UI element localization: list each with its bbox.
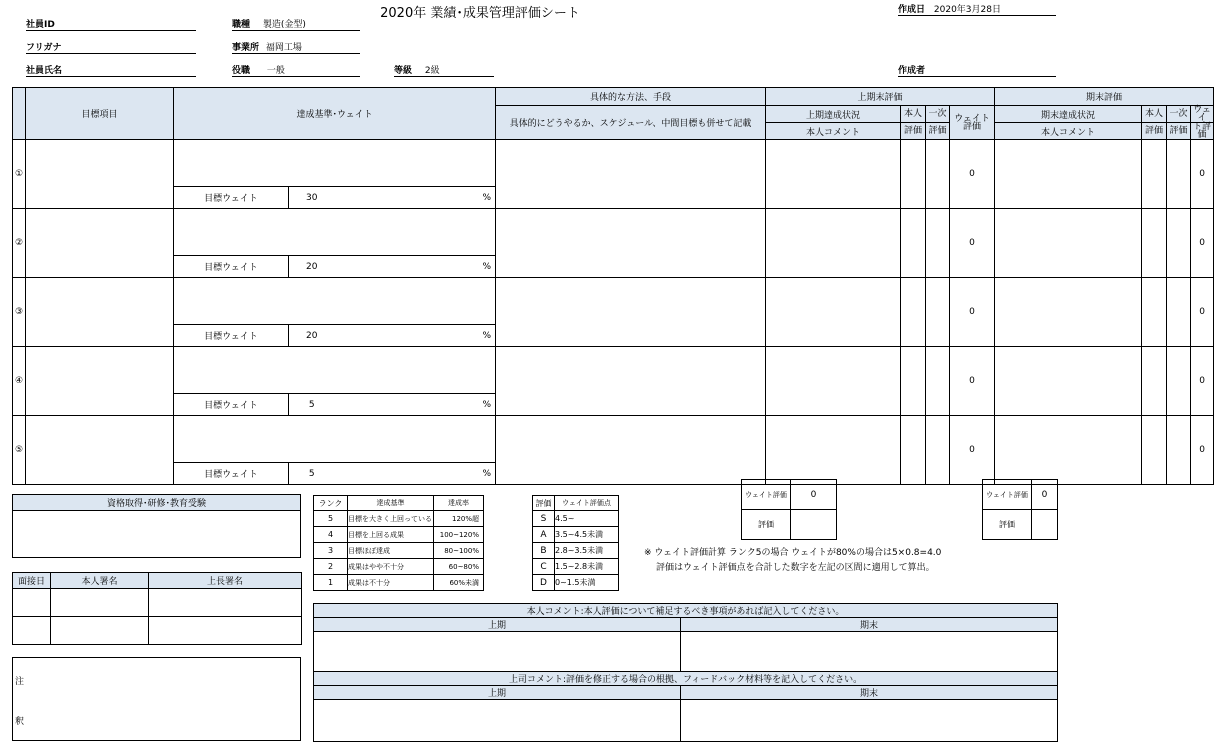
first-total-label: ウェイト評価 [742,480,791,510]
final-eval-value[interactable] [1032,510,1058,540]
qualification-cell[interactable] [13,511,301,558]
first-total-value: 0 [791,480,837,510]
first-self-eval-header: 評価 [901,123,926,140]
final-self-eval-cell[interactable] [1142,140,1167,209]
first-comment-cell[interactable] [766,209,901,278]
final-comment-cell[interactable] [995,347,1142,416]
final-comment-cell[interactable] [995,278,1142,347]
final-comment-cell[interactable] [995,416,1142,485]
employee-id-label: 社員ID [26,20,55,30]
weight-value[interactable]: 5 [289,463,335,485]
final-weight-score: 0 [1191,278,1214,347]
first-weight-score: 0 [950,209,995,278]
criteria-cell[interactable] [174,347,496,394]
rank-rate-header: 達成率 [434,496,484,511]
weight-value[interactable]: 20 [289,325,335,347]
final-weight-score: 0 [1191,347,1214,416]
page-title: 2020年 業績･成果管理評価シート [380,6,580,21]
boss-comment-first-cell[interactable] [314,700,681,742]
final-total-table [982,479,1058,540]
first-eval-label: 評価 [742,510,791,540]
remarks-box[interactable] [12,657,301,741]
first-self-eval-cell[interactable] [901,278,926,347]
rank-header: ランク [314,496,348,511]
boss-comment-first-header: 上期 [314,686,681,700]
weight-label: 目標ウェイト [174,463,289,485]
position-value: 一般 [266,66,285,76]
final-comment-cell[interactable] [995,140,1142,209]
rank-value: 3 [314,543,348,559]
method-cell[interactable] [496,140,766,209]
first-self-header: 本人 [901,106,926,123]
employee-name-field[interactable] [26,63,196,77]
criteria-cell[interactable] [174,278,496,325]
final-comment-header: 本人コメント [995,123,1142,140]
first-primary-eval-header: 評価 [926,123,950,140]
first-weight-score: 0 [950,278,995,347]
first-weight-eval-header: ウェイト評価 [950,106,995,140]
interview-date-header: 面接日 [13,573,51,589]
final-self-eval-cell[interactable] [1142,347,1167,416]
goal-cell[interactable] [26,416,174,485]
office-value: 福岡工場 [265,43,302,53]
final-self-eval-header: 評価 [1142,123,1167,140]
grade-value: 2級 [424,66,440,76]
self-comment-title: 本人コメント:本人評価について補足するべき事項があれば記入してください。 [314,604,1058,618]
rank-rate: 60%未満 [434,575,484,591]
first-comment-cell[interactable] [766,140,901,209]
rank-value: 1 [314,575,348,591]
self-comment-first-header: 上期 [314,618,681,632]
percent-sign: % [335,256,496,278]
first-self-eval-cell[interactable] [901,416,926,485]
final-primary-eval-cell[interactable] [1167,416,1191,485]
weight-value[interactable]: 5 [289,394,335,416]
method-cell[interactable] [496,416,766,485]
final-weight-score: 0 [1191,209,1214,278]
furigana-field[interactable] [26,40,196,54]
created-date-label: 作成日 [898,5,926,15]
rank-criteria: 目標を大きく上回っている [348,511,434,527]
method-cell[interactable] [496,347,766,416]
score-points-header: ウェイト評価点 [555,496,619,511]
goal-number: ② [13,209,26,278]
final-self-header: 本人 [1142,106,1167,123]
self-sign-cell[interactable] [51,617,149,645]
score-grade-header: 評価 [533,496,555,511]
employee-id-field[interactable] [26,17,196,31]
first-self-eval-cell[interactable] [901,209,926,278]
first-self-eval-cell[interactable] [901,140,926,209]
final-primary-eval-header: 評価 [1167,123,1191,140]
weight-value[interactable]: 30 [289,187,335,209]
method-cell[interactable] [496,278,766,347]
boss-comment-table [313,671,1058,742]
final-total-value: 0 [1032,480,1058,510]
rank-rate: 60~80% [434,559,484,575]
qualification-table [12,494,301,558]
final-weight-eval-header-b: ト評価 [1191,123,1214,140]
first-primary-header: 一次 [926,106,950,123]
interview-date-cell[interactable] [13,589,51,617]
grade-label: 等級 [394,66,413,76]
final-primary-eval-cell[interactable] [1167,209,1191,278]
final-half-header: 期末評価 [995,88,1214,106]
criteria-cell[interactable] [174,209,496,256]
first-primary-eval-cell[interactable] [926,140,950,209]
weight-label: 目標ウェイト [174,187,289,209]
percent-sign: % [335,325,496,347]
self-comment-table [313,603,1058,673]
first-comment-cell[interactable] [766,278,901,347]
self-comment-first-cell[interactable] [314,632,681,673]
first-half-header: 上期末評価 [766,88,995,106]
first-self-eval-cell[interactable] [901,347,926,416]
final-weight-score: 0 [1191,416,1214,485]
job-type-value: 製造(金型) [262,20,306,30]
boss-sign-cell[interactable] [149,589,302,617]
criteria-cell[interactable] [174,416,496,463]
goal-number: ③ [13,278,26,347]
score-range: 1.5~2.8未満 [555,559,619,575]
method-header: 具体的な方法、手段 [496,88,766,106]
grade-field[interactable] [394,63,494,77]
score-grade: D [533,575,555,591]
remarks-char-1: 注 [15,677,25,687]
furigana-label: フリガナ [26,43,62,53]
score-range: 0~1.5未満 [555,575,619,591]
final-self-eval-cell[interactable] [1142,278,1167,347]
self-comment-final-cell[interactable] [681,632,1058,673]
final-comment-cell[interactable] [995,209,1142,278]
final-primary-eval-cell[interactable] [1167,278,1191,347]
goal-cell[interactable] [26,347,174,416]
first-primary-eval-cell[interactable] [926,278,950,347]
final-eval-label: 評価 [983,510,1032,540]
goal-cell[interactable] [26,278,174,347]
goal-number: ④ [13,347,26,416]
goal-number: ⑤ [13,416,26,485]
rank-table [313,495,484,591]
first-primary-eval-cell[interactable] [926,416,950,485]
rank-rate: 80~100% [434,543,484,559]
goal-number: ① [13,140,26,209]
first-eval-value[interactable] [791,510,837,540]
first-primary-eval-cell[interactable] [926,347,950,416]
rank-rate: 120%超 [434,511,484,527]
criteria-cell[interactable] [174,140,496,187]
final-status-header: 期末達成状況 [995,106,1142,123]
rank-rate: 100~120% [434,527,484,543]
score-grade: C [533,559,555,575]
first-status-header: 上期達成状況 [766,106,901,123]
final-self-eval-cell[interactable] [1142,416,1167,485]
rank-value: 5 [314,511,348,527]
self-sign-header: 本人署名 [51,573,149,589]
created-date-value: 2020年3月28日 [933,5,1001,15]
boss-sign-header: 上長署名 [149,573,302,589]
score-table [532,495,619,591]
weight-label: 目標ウェイト [174,256,289,278]
rank-criteria: 成果は不十分 [348,575,434,591]
remarks-char-2: 釈 [15,717,25,727]
percent-sign: % [335,394,496,416]
score-range: 4.5~ [555,511,619,527]
self-sign-cell[interactable] [51,589,149,617]
criteria-header: 達成基準･ウェイト [174,88,496,140]
rank-value: 2 [314,559,348,575]
position-field[interactable] [232,63,360,77]
percent-sign: % [335,463,496,485]
office-label: 事業所 [232,43,260,53]
score-range: 2.8~3.5未満 [555,543,619,559]
created-date-field[interactable] [898,2,1056,16]
calc-note-line2: 評価はウェイト評価点を合計した数字を左記の区間に適用して算出。 [656,563,935,573]
position-label: 役職 [232,66,251,76]
first-weight-score: 0 [950,416,995,485]
calc-note-line1: ※ ウェイト評価計算 ランク5の場合 ウェイトが80%の場合は5×0.8=4.0 [644,548,942,558]
first-comment-cell[interactable] [766,416,901,485]
final-weight-score: 0 [1191,140,1214,209]
score-grade: B [533,543,555,559]
final-total-label: ウェイト評価 [983,480,1032,510]
boss-comment-title: 上司コメント:評価を修正する場合の根拠、フィードバック材料等を記入してください。 [314,672,1058,686]
first-total-table [741,479,837,540]
score-range: 3.5~4.5未満 [555,527,619,543]
first-weight-score: 0 [950,140,995,209]
first-primary-eval-cell[interactable] [926,209,950,278]
evaluation-table [12,87,1214,485]
rank-criteria: 目標を上回る成果 [348,527,434,543]
author-field[interactable] [898,63,1056,77]
method-sub-header: 具体的にどうやるか、スケジュール、中間目標も併せて記載 [496,106,766,140]
final-primary-eval-cell[interactable] [1167,140,1191,209]
rank-criteria-header: 達成基準 [348,496,434,511]
job-type-label: 職種 [232,20,251,30]
score-grade: A [533,527,555,543]
rank-value: 4 [314,527,348,543]
rank-criteria: 成果はやや不十分 [348,559,434,575]
weight-label: 目標ウェイト [174,394,289,416]
score-grade: S [533,511,555,527]
first-weight-score: 0 [950,347,995,416]
goal-cell[interactable] [26,209,174,278]
percent-sign: % [335,187,496,209]
weight-value[interactable]: 20 [289,256,335,278]
goal-cell[interactable] [26,140,174,209]
final-primary-header: 一次 [1167,106,1191,123]
job-type-field[interactable] [232,17,360,31]
self-comment-final-header: 期末 [681,618,1058,632]
weight-label: 目標ウェイト [174,325,289,347]
method-cell[interactable] [496,209,766,278]
num-header [13,88,26,140]
rank-criteria: 目標ほぼ達成 [348,543,434,559]
interview-table [12,572,302,645]
boss-comment-final-header: 期末 [681,686,1058,700]
employee-name-label: 社員氏名 [26,66,63,76]
boss-sign-cell[interactable] [149,617,302,645]
first-comment-header: 本人コメント [766,123,901,140]
office-field[interactable] [232,40,360,54]
interview-date-cell[interactable] [13,617,51,645]
final-weight-eval-header-a: ウェイ [1191,106,1214,123]
author-label: 作成者 [898,66,926,76]
goal-header: 目標項目 [26,88,174,140]
boss-comment-final-cell[interactable] [681,700,1058,742]
qualification-title: 資格取得･研修･教育受験 [13,495,301,511]
final-primary-eval-cell[interactable] [1167,347,1191,416]
first-comment-cell[interactable] [766,347,901,416]
final-self-eval-cell[interactable] [1142,209,1167,278]
